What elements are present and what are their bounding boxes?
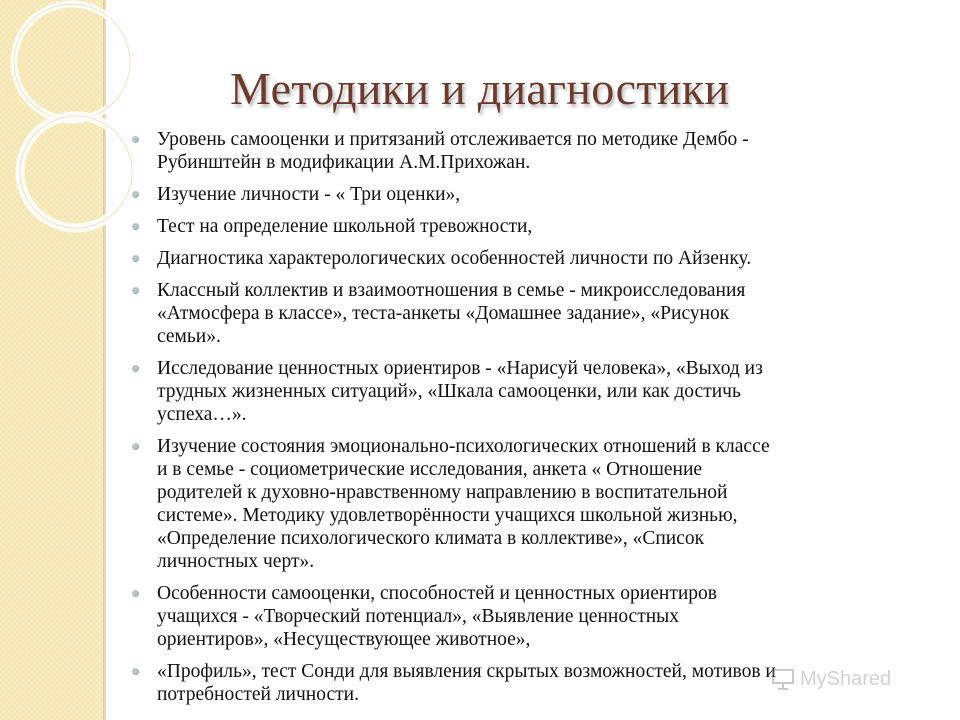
bullet-text: Изучение состояния эмоционально-психологических отношений в классе и в семье - социометрические исследования, анкета « Отношение родителей к духовно-нравственному направлению в воспитательной системе». Методику удовлетворённости учащихся школьной жизнью, «Определение психологического климата в коллективе», «Список личностных черт». — [157, 436, 770, 572]
bullet-dot-icon — [132, 223, 139, 230]
bullet-item — [130, 215, 930, 238]
bullet-dot-icon — [132, 191, 139, 198]
bullet-dot-icon — [132, 255, 139, 262]
bullet-item — [130, 279, 930, 348]
bullet-list — [130, 128, 930, 715]
watermark — [770, 664, 891, 694]
bullet-dot-icon — [132, 287, 139, 294]
bullet-dot-icon — [132, 443, 139, 450]
bullet-text: «Профиль», тест Сонди для выявления скрытых возможностей, мотивов и потребностей личности. — [157, 661, 776, 705]
slide-title: Методики и диагностики — [230, 63, 730, 114]
bullet-item — [130, 435, 930, 573]
bullet-text: Тест на определение школьной тревожности, — [157, 216, 533, 237]
bullet-text: Классный коллектив и взаимоотношения в семье - микроисследования «Атмосфера в классе», теста-анкеты «Домашнее задание», «Рисунок семьи». — [157, 280, 746, 347]
bullet-item — [130, 357, 930, 426]
bullet-item — [130, 183, 930, 206]
bullet-item — [130, 582, 930, 651]
bullet-dot-icon — [132, 590, 139, 597]
bullet-text: Изучение личности - « Три оценки», — [157, 184, 461, 205]
bullet-item — [130, 247, 930, 270]
bullet-dot-icon — [132, 668, 139, 675]
bullet-dot-icon — [132, 365, 139, 372]
bullet-text: Особенности самооценки, способностей и ценностных ориентиров учащихся - «Творческий потенциал», «Выявление ценностных ориентиров», «Несуществующее животное», — [157, 583, 717, 650]
bullet-text: Диагностика характерологических особенностей личности по Айзенку. — [157, 248, 752, 269]
presentation-board-icon — [770, 666, 796, 692]
watermark-text: MyShared — [800, 667, 892, 690]
bullet-dot-icon — [132, 136, 139, 143]
bullet-text: Уровень самооценки и притязаний отслеживается по методике Дембо - Рубинштейн в модификации А.М.Прихожан. — [157, 129, 749, 173]
bullet-item — [130, 128, 930, 174]
bullet-text: Исследование ценностных ориентиров - «Нарисуй человека», «Выход из трудных жизненных ситуаций», «Шкала самооценки, или как достичь успеха…». — [157, 358, 763, 425]
